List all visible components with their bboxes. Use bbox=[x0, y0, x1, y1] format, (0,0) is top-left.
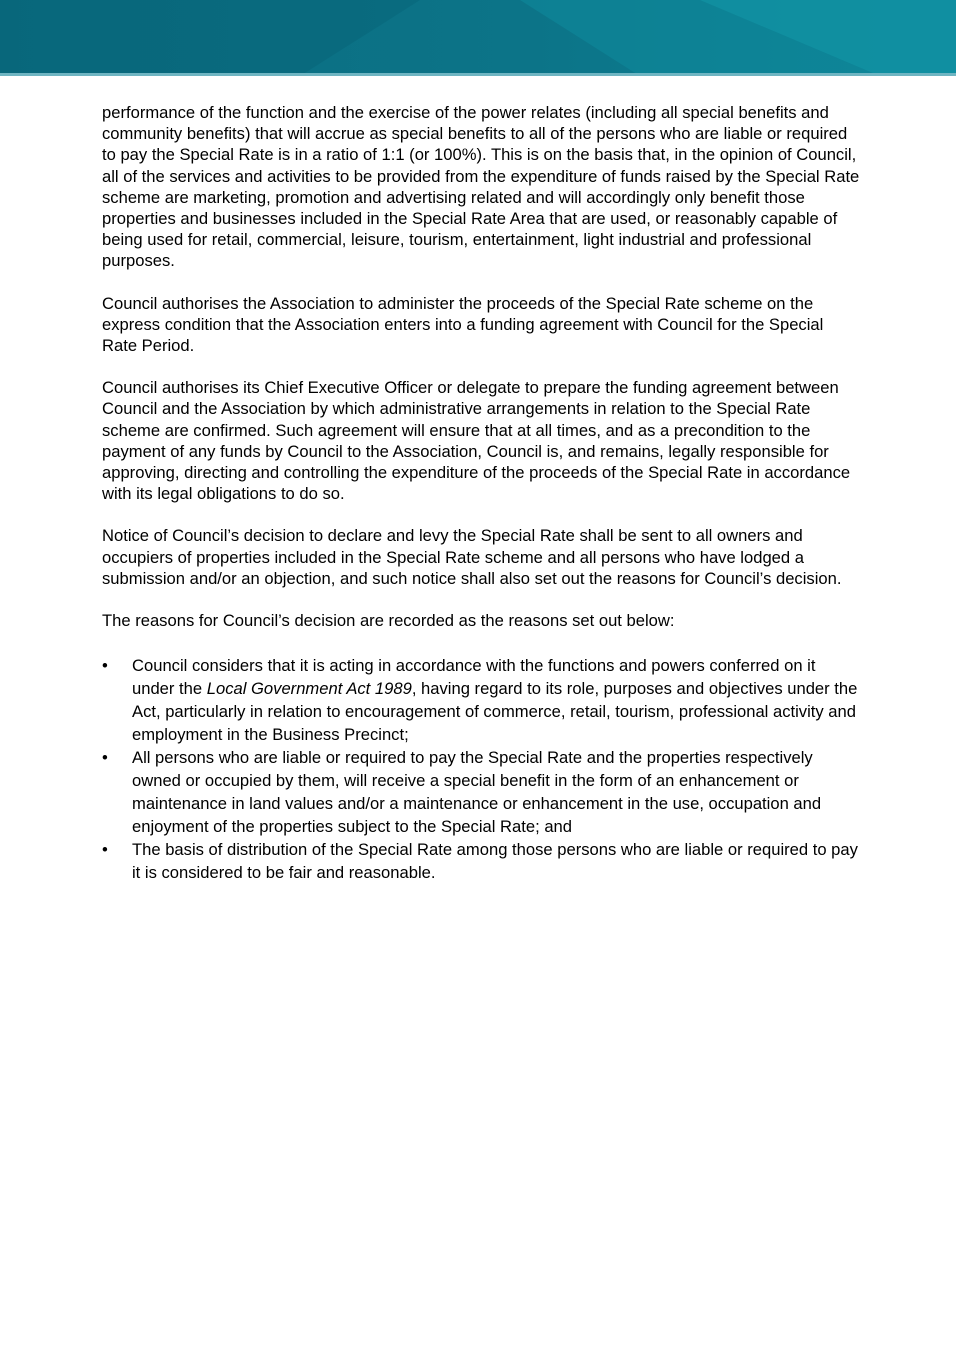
list-item bbox=[102, 838, 860, 884]
list-item bbox=[102, 746, 860, 838]
list-item bbox=[102, 654, 860, 746]
bullet-text-before: Council considers that it is acting in accordance with the functions and powers conferred on it under the bbox=[132, 656, 816, 699]
header-band bbox=[0, 0, 956, 76]
header-underline bbox=[0, 73, 956, 76]
header-decoration bbox=[0, 0, 956, 76]
bullet-text: All persons who are liable or required to pay the Special Rate and the properties respectively owned or occupied by them, will receive a special benefit in the form of an enhancement or maintenance in land values and/or a maintenance or enhancement in the use, occupation and enjoyment of the properties subject to the Special Rate; and bbox=[132, 748, 822, 837]
bullet-text: The basis of distribution of the Special Rate among those persons who are liable or required to pay it is considered to be fair and reasonable. bbox=[132, 840, 858, 883]
paragraph-reasons-intro: The reasons for Council’s decision are recorded as the reasons set out below: bbox=[102, 611, 675, 631]
paragraph-special-benefits: performance of the function and the exercise of the power relates (including all special benefits and community benefits) that will accrue as special benefits to all of the persons who are liable or required to pay the Special Rate is in a ratio of 1:1 (or 100%). This is on the basis that, in the opinion of Council, all of the services and activities to be provided from the expenditure of funds raised by the Special Rate scheme are marketing, promotion and advertising related and will accordingly only benefit those properties and businesses included in the Special Rate Area that are used, or reasonably capable of being used for retail, commercial, leisure, tourism, entertainment, light industrial and professional purposes. bbox=[102, 103, 860, 271]
bullet-text-after: , having regard to its role, purposes and objectives under the Act, particularly in relation to encouragement of commerce, retail, tourism, professional activity and employment in the Business Precinct; bbox=[132, 679, 858, 745]
paragraph-notice: Notice of Council’s decision to declare and levy the Special Rate shall be sent to all owners and occupiers of properties included in the Special Rate scheme and all persons who have lodged a submission and/or an objection, and such notice shall also set out the reasons for Council’s decision. bbox=[102, 526, 842, 588]
paragraph-funding-agreement: Council authorises its Chief Executive Officer or delegate to prepare the funding agreement between Council and the Association by which administrative arrangements in relation to the Special Rate scheme are confirmed. Such agreement will ensure that at all times, and as a precondition to the payment of any funds by Council to the Association, Council is, and remains, legally responsible for approving, directing and controlling the expenditure of the proceeds of the Special Rate in accordance with its legal obligations to do so. bbox=[102, 378, 851, 504]
bullet-icon: • bbox=[102, 840, 108, 860]
bullet-icon: • bbox=[102, 656, 108, 676]
reasons-list bbox=[102, 654, 860, 884]
act-title: Local Government Act 1989 bbox=[206, 679, 412, 699]
paragraph-administration: Council authorises the Association to administer the proceeds of the Special Rate scheme on the express condition that the Association enters into a funding agreement with Council for the Special Rate Period. bbox=[102, 293, 824, 356]
bullet-icon: • bbox=[102, 748, 108, 768]
document-body bbox=[102, 102, 860, 884]
